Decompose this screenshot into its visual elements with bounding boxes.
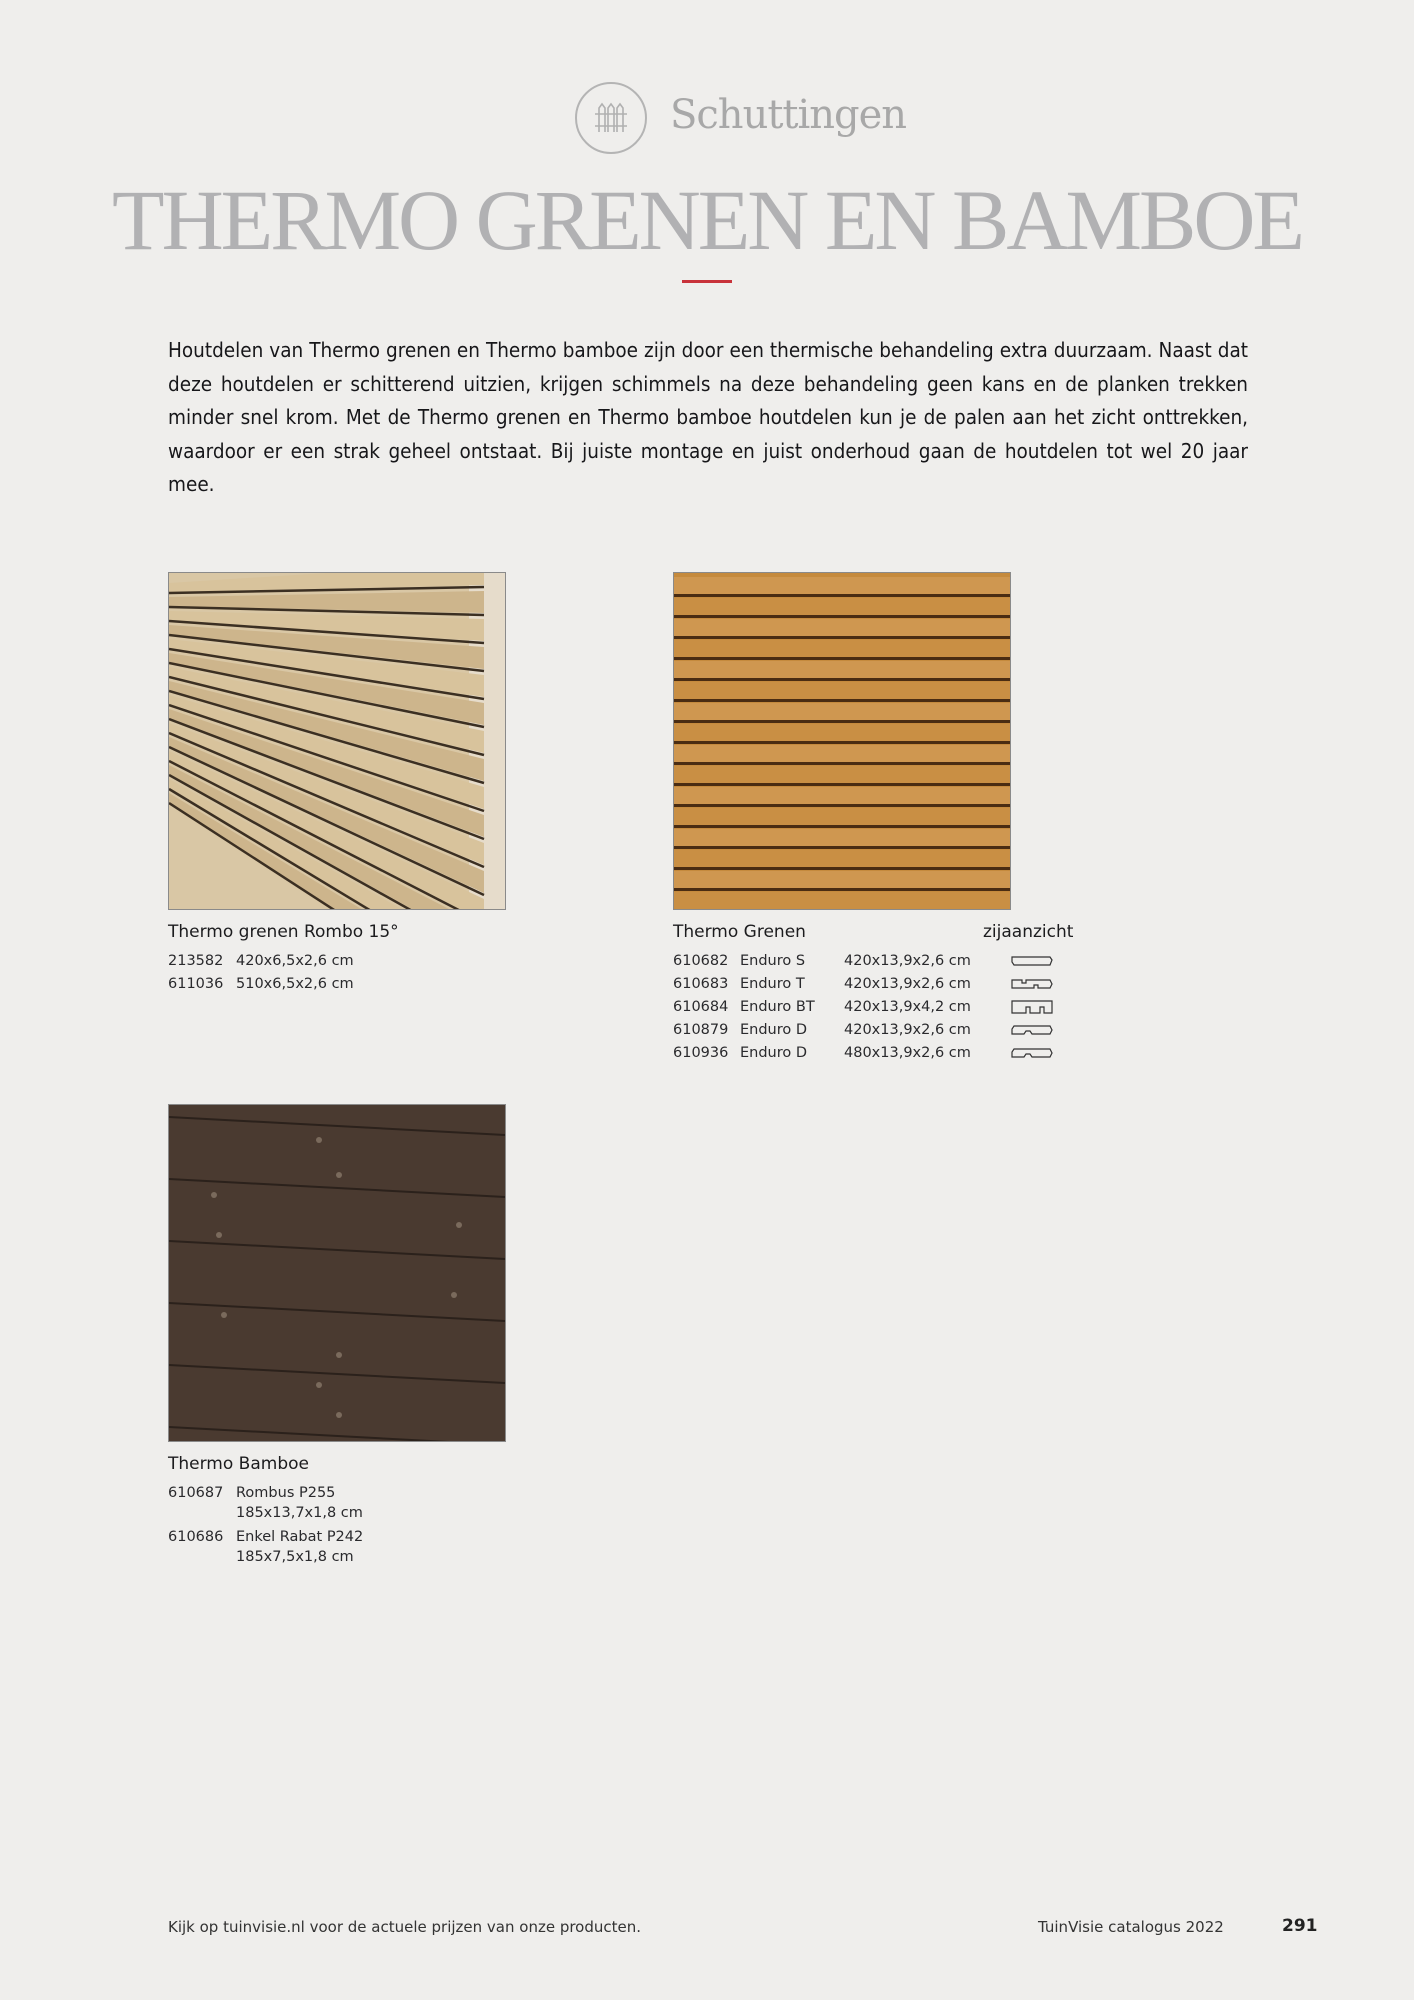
article-code: 213582 bbox=[168, 953, 224, 969]
article-code: 610683 bbox=[673, 976, 729, 992]
article-model: Enduro D bbox=[740, 1045, 808, 1061]
rombo-photo bbox=[168, 572, 506, 910]
section-name: Schuttingen bbox=[670, 92, 907, 138]
profile-d-icon bbox=[1010, 1023, 1054, 1037]
article-size: 420x13,9x2,6 cm bbox=[844, 976, 971, 992]
article-model: Enduro T bbox=[740, 976, 805, 992]
article-size: 185x7,5x1,8 cm bbox=[236, 1549, 354, 1565]
article-model: Enkel Rabat P242 bbox=[236, 1529, 364, 1545]
article-model: Rombus P255 bbox=[236, 1485, 336, 1501]
product-name-rombo: Thermo grenen Rombo 15° bbox=[168, 922, 399, 942]
footer-note: Kijk op tuinvisie.nl voor de actuele prijzen van onze producten. bbox=[168, 1918, 642, 1936]
table-row bbox=[168, 1482, 468, 1526]
intro-paragraph: Houtdelen van Thermo grenen en Thermo bamboe zijn door een thermische behandeling extra duurzaam. Naast dat deze houtdelen er schitterend uitzien, krijgen schimmels na deze behandeling geen kans en de planken trekken minder snel krom. Met de Thermo grenen en Thermo bamboe houtdelen kun je de palen aan het zicht onttrekken, waardoor er een strak geheel ontstaat. Bij juiste montage en juist onderhoud gaan de houtdelen tot wel 20 jaar mee. bbox=[168, 338, 1248, 496]
spec-table-bamboe bbox=[168, 1482, 468, 1570]
article-size: 420x6,5x2,6 cm bbox=[236, 953, 354, 969]
table-row bbox=[168, 1526, 468, 1570]
profile-d-icon bbox=[1010, 1046, 1054, 1060]
article-size: 480x13,9x2,6 cm bbox=[844, 1045, 971, 1061]
page-number: 291 bbox=[1282, 1916, 1318, 1936]
fence-icon bbox=[575, 82, 647, 154]
product-name-bamboe: Thermo Bamboe bbox=[168, 1454, 309, 1474]
footer-catalog: TuinVisie catalogus 2022 bbox=[1038, 1918, 1224, 1936]
table-row bbox=[673, 950, 1093, 973]
article-size: 420x13,9x2,6 cm bbox=[844, 953, 971, 969]
article-model: Enduro S bbox=[740, 953, 806, 969]
table-row bbox=[168, 973, 468, 996]
profile-bt-icon bbox=[1010, 1000, 1054, 1014]
article-code: 610682 bbox=[673, 953, 729, 969]
article-model: Enduro D bbox=[740, 1022, 808, 1038]
spec-table-rombo bbox=[168, 950, 468, 996]
article-model: Enduro BT bbox=[740, 999, 815, 1015]
table-row bbox=[673, 1019, 1093, 1042]
profile-s-icon bbox=[1010, 954, 1054, 968]
spec-table-grenen bbox=[673, 950, 1093, 1065]
page-title: THERMO GRENEN EN BAMBOE bbox=[112, 172, 1302, 268]
article-code: 610687 bbox=[168, 1485, 224, 1501]
article-size: 510x6,5x2,6 cm bbox=[236, 976, 354, 992]
article-size: 420x13,9x4,2 cm bbox=[844, 999, 971, 1015]
article-code: 610879 bbox=[673, 1022, 729, 1038]
table-row bbox=[673, 1042, 1093, 1065]
article-code: 611036 bbox=[168, 976, 224, 992]
title-divider bbox=[682, 280, 732, 283]
grenen-photo bbox=[673, 572, 1011, 910]
section-header bbox=[0, 80, 1414, 164]
article-code: 610936 bbox=[673, 1045, 729, 1061]
table-row bbox=[673, 996, 1093, 1019]
article-size: 420x13,9x2,6 cm bbox=[844, 1022, 971, 1038]
article-code: 610686 bbox=[168, 1529, 224, 1545]
article-code: 610684 bbox=[673, 999, 729, 1015]
bamboe-photo bbox=[168, 1104, 506, 1442]
table-row bbox=[673, 973, 1093, 996]
profile-column-label: zijaanzicht bbox=[983, 922, 1074, 942]
article-size: 185x13,7x1,8 cm bbox=[236, 1505, 363, 1521]
product-name-grenen: Thermo Grenen bbox=[673, 922, 806, 942]
profile-t-icon bbox=[1010, 977, 1054, 991]
table-row bbox=[168, 950, 468, 973]
